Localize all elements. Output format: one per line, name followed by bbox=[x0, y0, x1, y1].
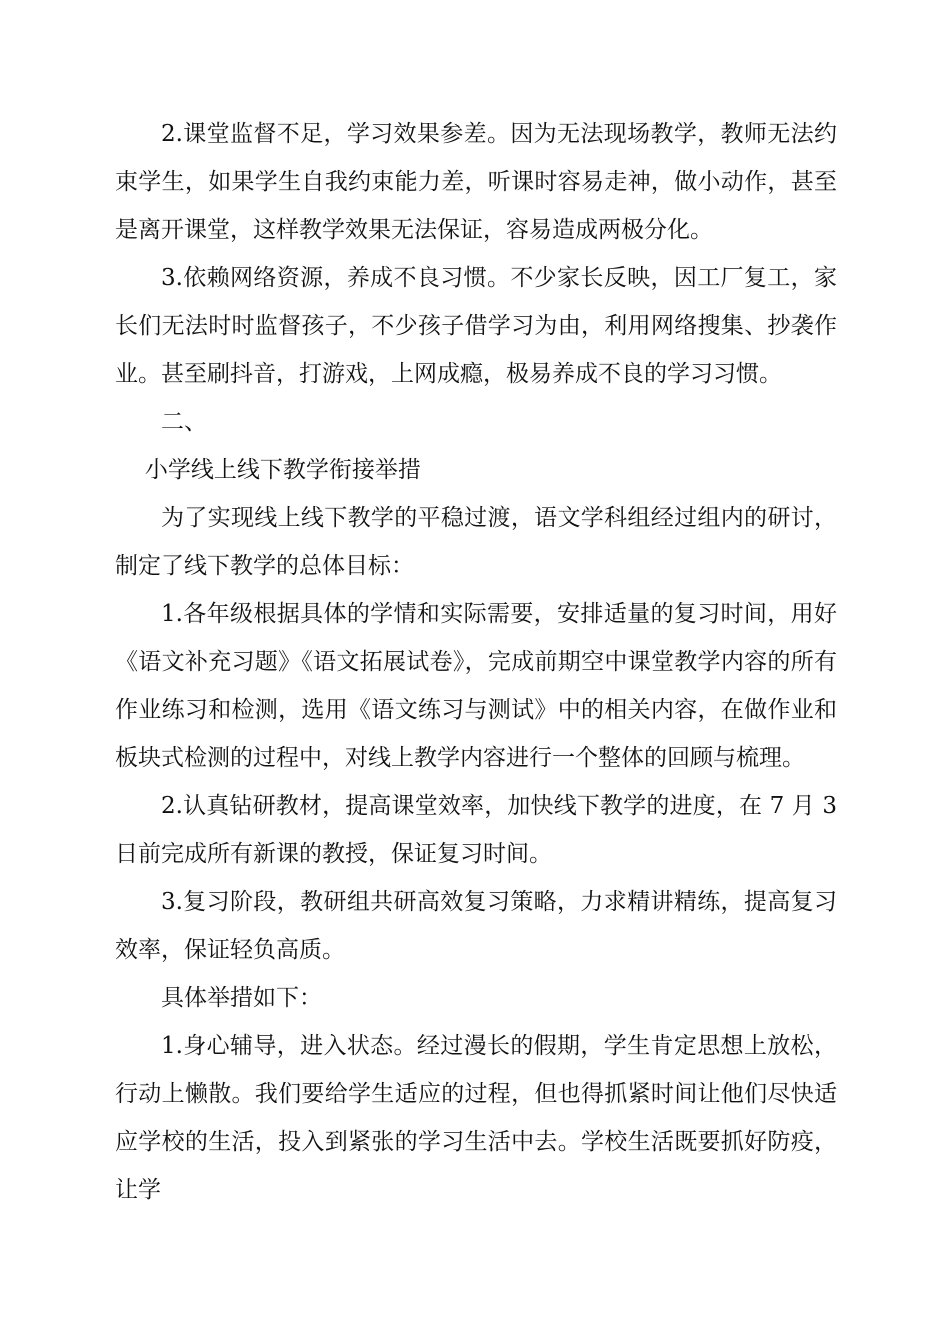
paragraph-network-dependence: 3.依赖网络资源，养成不良习惯。不少家长反映，因工厂复工，家长们无法时时监督孩子，不少孩子借学习为由，利用网络搜集、抄袭作业。甚至刷抖音，打游戏，上网成瘾，极易养成不良的学习习惯。 bbox=[115, 265, 837, 387]
paragraph-classroom-supervision: 2.课堂监督不足，学习效果参差。因为无法现场教学，教师无法约束学生，如果学生自我约束能力差，听课时容易走神，做小动作，甚至是离开课堂，这样教学效果无法保证，容易造成两极分化。 bbox=[115, 121, 837, 243]
paragraph-measure-1: 1.身心辅导，进入状态。经过漫长的假期，学生肯定思想上放松，行动上懒散。我们要给学生适应的过程，但也得抓紧时间让他们尽快适应学校的生活，投入到紧张的学习生活中去。学校生活既要抓好防疫，让学 bbox=[115, 1033, 837, 1203]
paragraph-goal-2: 2.认真钻研教材，提高课堂效率，加快线下教学的进度，在 7 月 3日前完成所有新课的教授，保证复习时间。 bbox=[115, 793, 837, 867]
section-number: 二、 bbox=[161, 409, 207, 435]
document-body bbox=[115, 110, 837, 1214]
paragraph-measures-intro: 具体举措如下： bbox=[161, 985, 322, 1011]
paragraph-goal-1: 1.各年级根据具体的学情和实际需要，安排适量的复习时间，用好《语文补充习题》《语文拓展试卷》，完成前期空中课堂教学内容的所有作业练习和检测，选用《语文练习与测试》中的相关内容，在做作业和板块式检测的过程中，对线上教学内容进行一个整体的回顾与梳理。 bbox=[115, 601, 837, 771]
section-title: 小学线上线下教学衔接举措 bbox=[144, 457, 421, 483]
paragraph-overall-goal: 为了实现线上线下教学的平稳过渡，语文学科组经过组内的研讨，制定了线下教学的总体目标： bbox=[115, 505, 837, 579]
paragraph-goal-3: 3.复习阶段，教研组共研高效复习策略，力求精讲精练，提高复习效率，保证轻负高质。 bbox=[115, 889, 837, 963]
